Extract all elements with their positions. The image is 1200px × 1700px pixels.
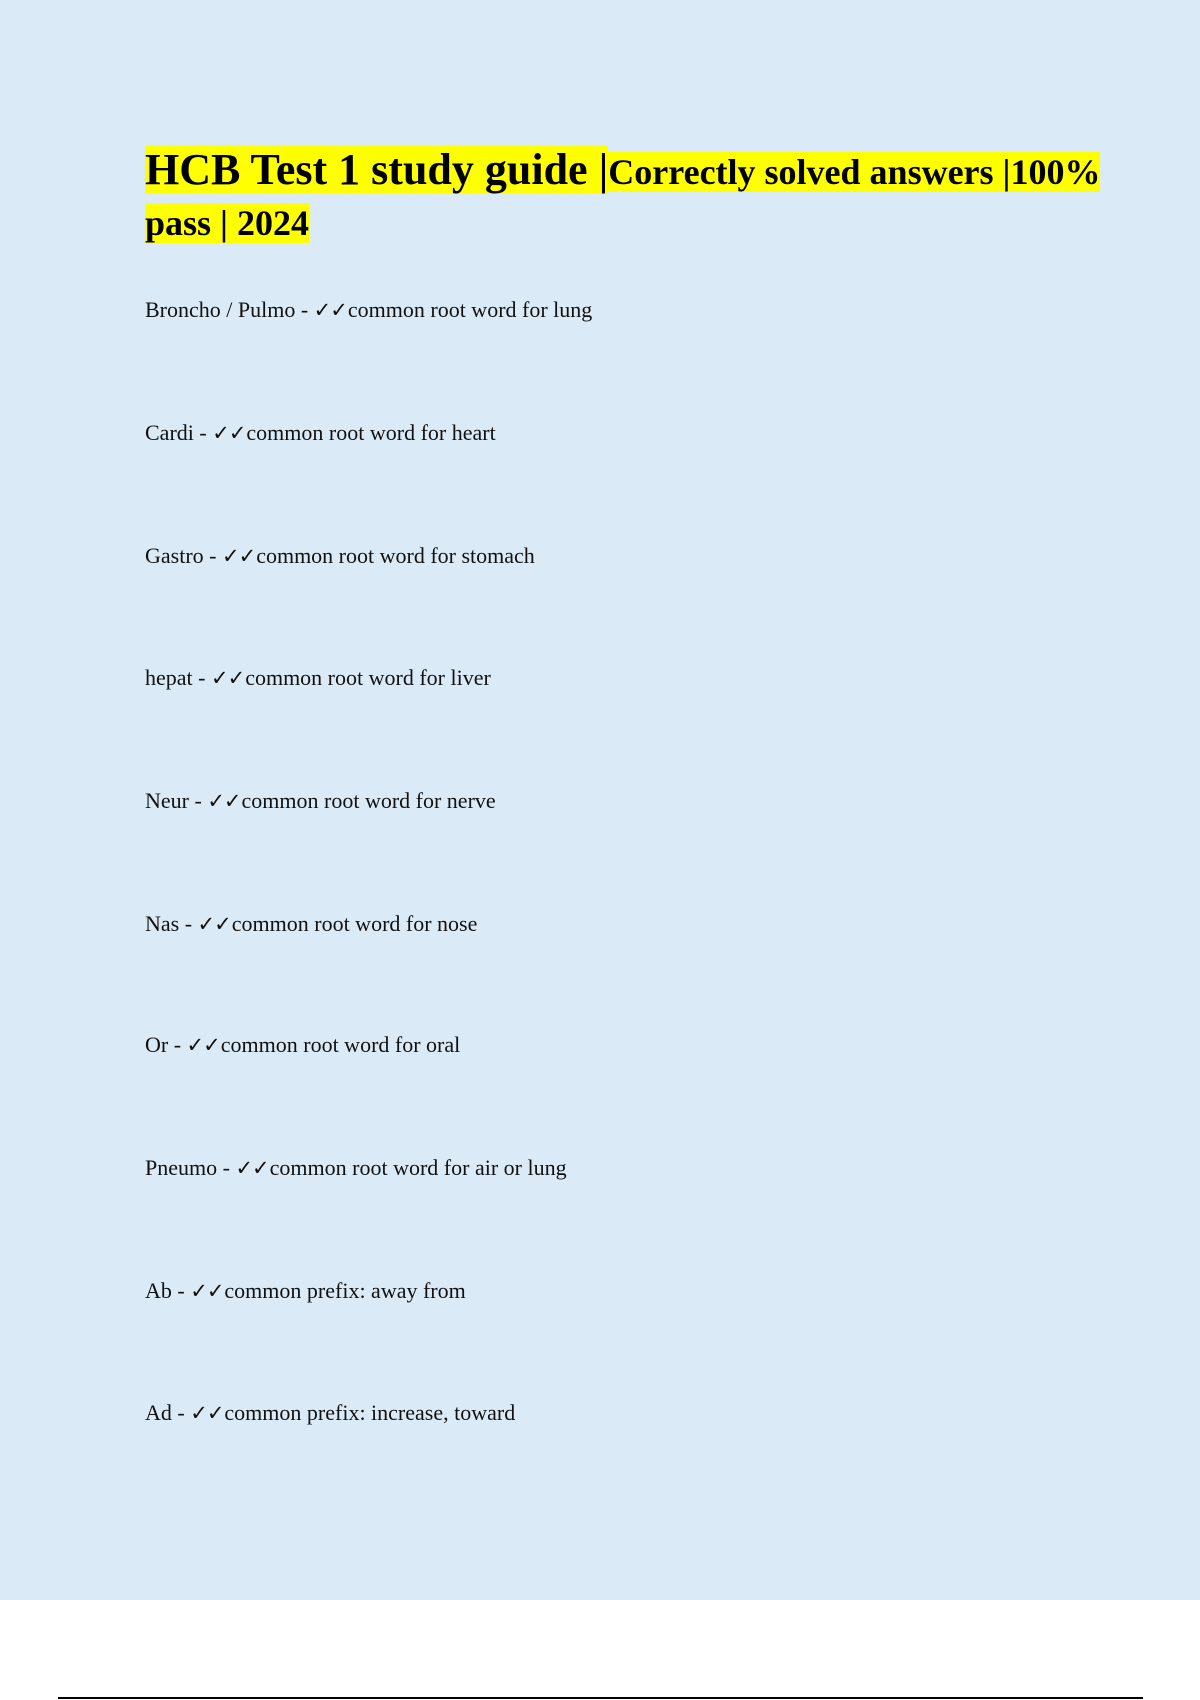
entry-term: Broncho / Pulmo	[145, 297, 296, 322]
double-check-icon: ✓✓	[221, 544, 256, 568]
entry-definition: common root word for nose	[231, 911, 478, 936]
double-check-icon: ✓✓	[212, 421, 246, 445]
entry-term: Gastro	[145, 543, 204, 568]
entry-definition: common root word for heart	[246, 420, 496, 445]
entry-separator: -	[171, 1400, 191, 1425]
double-check-icon: ✓✓	[313, 298, 347, 322]
flashcard-entry	[145, 787, 496, 815]
double-check-icon: ✓✓	[190, 1279, 224, 1303]
entry-separator: -	[188, 788, 208, 813]
entry-definition: common root word for nerve	[241, 788, 496, 813]
entry-separator: -	[168, 1032, 187, 1057]
entry-definition: common root word for liver	[245, 665, 491, 690]
flashcard-entry	[145, 910, 477, 938]
entry-term: Nas	[145, 911, 180, 936]
title-subtitle: Correctly solved answers |100% pass | 2024	[145, 152, 1101, 243]
double-check-icon: ✓✓	[210, 666, 245, 690]
double-check-icon: ✓✓	[207, 789, 241, 813]
entry-term: Pneumo	[145, 1155, 218, 1180]
entry-definition: common prefix: away from	[224, 1278, 466, 1303]
entry-separator: -	[217, 1155, 236, 1180]
double-check-icon: ✓✓	[186, 1033, 220, 1057]
flashcard-entry	[145, 542, 535, 570]
entry-term: Ab	[145, 1278, 172, 1303]
entry-separator: -	[192, 665, 211, 690]
double-check-icon: ✓✓	[197, 912, 231, 936]
entry-term: Or	[145, 1032, 169, 1057]
flashcard-entry	[145, 1154, 567, 1182]
entry-separator: -	[193, 420, 213, 445]
entry-definition: common root word for lung	[347, 297, 593, 322]
flashcard-entry	[145, 419, 496, 447]
entry-separator: -	[203, 543, 222, 568]
flashcard-entry	[145, 296, 592, 324]
entry-definition: common prefix: increase, toward	[224, 1400, 516, 1425]
entry-separator: -	[295, 297, 314, 322]
entry-term: Cardi	[145, 420, 194, 445]
flashcard-entry	[145, 1399, 515, 1427]
entry-term: hepat	[145, 665, 193, 690]
double-check-icon: ✓✓	[235, 1156, 269, 1180]
entry-separator: -	[171, 1278, 191, 1303]
title-main: HCB Test 1 study guide |	[145, 145, 609, 194]
entry-term: Ad	[145, 1400, 172, 1425]
document-title	[145, 145, 1105, 249]
entry-definition: common root word for oral	[220, 1032, 461, 1057]
flashcard-entry	[145, 1277, 466, 1305]
double-check-icon: ✓✓	[190, 1401, 224, 1425]
entry-definition: common root word for air or lung	[269, 1155, 567, 1180]
footer-divider	[58, 1697, 1143, 1699]
flashcard-entry	[145, 1031, 460, 1059]
entry-definition: common root word for stomach	[256, 543, 535, 568]
flashcard-entry	[145, 664, 491, 692]
entry-separator: -	[179, 911, 198, 936]
entry-term: Neur	[145, 788, 189, 813]
